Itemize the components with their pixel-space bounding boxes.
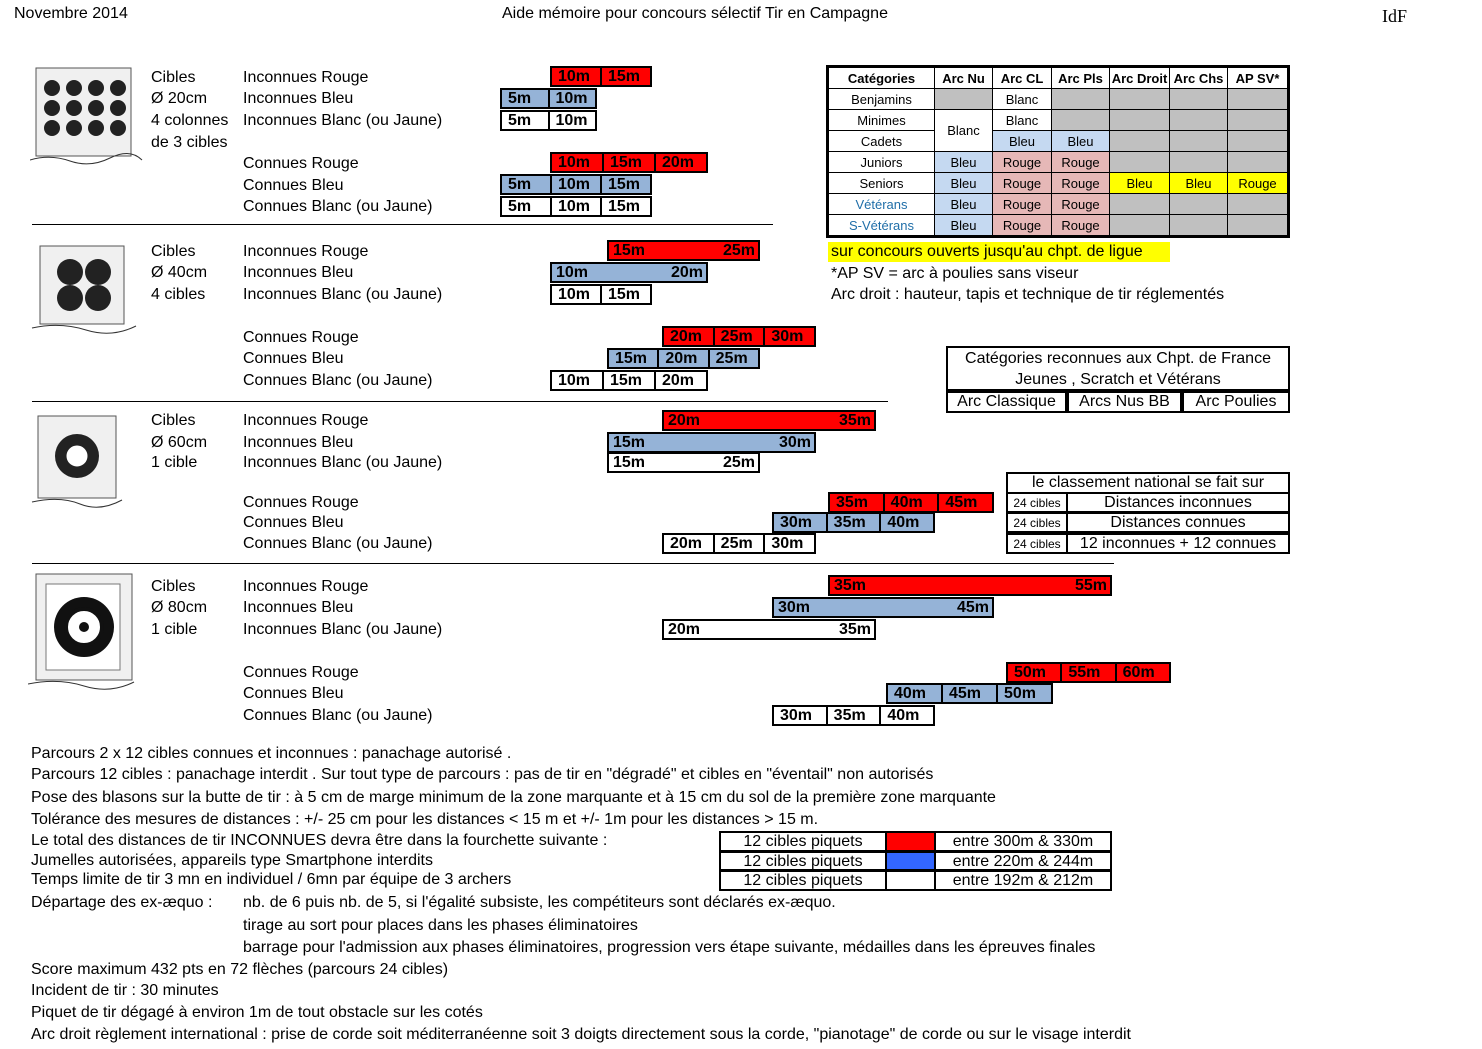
- table-row: Seniors Bleu Rouge Rouge Bleu Bleu Rouge: [828, 173, 1289, 194]
- arc-poulies: Arc Poulies: [1182, 391, 1290, 413]
- totals-range: entre 300m & 330m: [934, 831, 1112, 852]
- s2-bar-connues-blanc: 10m 15m 20m: [550, 370, 708, 391]
- footer-line: Arc droit règlement international : prise de corde soit méditerranéenne soit 3 doigts directement sous la corde, "pianotage" de corde ou sur le visage interdit: [31, 1026, 1131, 1043]
- s4-bar-connues-blanc: 30m 35m 40m: [772, 705, 935, 726]
- divider: [32, 224, 773, 225]
- table-row: Cadets Bleu Bleu: [828, 131, 1289, 152]
- s2-row-0: Inconnues Rouge: [243, 243, 369, 260]
- s3-row-3: Connues Rouge: [243, 494, 359, 511]
- arc-classique: Arc Classique: [946, 391, 1067, 413]
- open-contests-note: sur concours ouverts jusqu'au chpt. de ligue: [828, 242, 1170, 262]
- s2-row-1: Inconnues Bleu: [243, 264, 354, 281]
- s4-bar-inconnues-bleu: 30m 45m: [772, 597, 994, 618]
- org-label: IdF: [1382, 6, 1408, 26]
- target-image-60cm: [30, 410, 125, 508]
- s1-bar-inconnues-bleu: 5m 10m: [500, 88, 597, 109]
- s3-row-2: Inconnues Blanc (ou Jaune): [243, 454, 443, 471]
- totals-color-swatch: [885, 870, 936, 891]
- footer-line: Le total des distances de tir INCONNUES devra être dans la fourchette suivante :: [31, 832, 608, 849]
- section1-label-0: Cibles: [151, 69, 196, 86]
- col-header: Arc Chs: [1170, 67, 1228, 89]
- arc-droit-note: Arc droit : hauteur, tapis et technique de tir réglementés: [831, 286, 1225, 303]
- section2-label-2: 4 cibles: [151, 286, 206, 303]
- s3-bar-inconnues-rouge: 20m 35m: [662, 410, 876, 431]
- s1-bar-connues-rouge: 10m 15m 20m: [550, 152, 708, 173]
- totals-range: entre 220m & 244m: [934, 851, 1112, 871]
- section3-label-1: Ø 60cm: [151, 434, 208, 451]
- table-row: Juniors Bleu Rouge Rouge: [828, 152, 1289, 173]
- table-row: S-Vétérans Bleu Rouge Rouge: [828, 215, 1289, 237]
- table-row: Benjamins Blanc: [828, 89, 1289, 110]
- totals-color-swatch: [885, 851, 936, 871]
- section2-label-0: Cibles: [151, 243, 196, 260]
- s2-bar-inconnues-rouge: 15m 25m: [607, 240, 760, 261]
- s4-bar-inconnues-rouge: 35m 55m: [828, 575, 1112, 596]
- col-header: Arc Droit: [1110, 67, 1170, 89]
- s2-bar-connues-bleu: 15m 20m 25m: [607, 348, 760, 369]
- footer-line: Parcours 2 x 12 cibles connues et inconnues : panachage autorisé .: [31, 745, 512, 762]
- national-desc: 12 inconnues + 12 connues: [1066, 533, 1290, 554]
- s1-bar-inconnues-rouge: 10m 15m: [550, 66, 652, 87]
- col-header: Arc Nu: [935, 67, 993, 89]
- footer-line: Jumelles autorisées, appareils type Smartphone interdits: [31, 852, 433, 869]
- target-image-80cm: [28, 570, 136, 692]
- section3-label-0: Cibles: [151, 412, 196, 429]
- s3-bar-connues-rouge: 35m 40m 45m: [828, 492, 994, 513]
- s3-bar-inconnues-bleu: 15m 30m: [607, 432, 816, 453]
- footer-line: Pose des blasons sur la butte de tir : à 5 cm de marge minimum de la zone marquante et à 15 cm du sol de la première zone marquante: [31, 789, 996, 806]
- france-championships-box: Catégories reconnues aux Chpt. de France Jeunes , Scratch et Vétérans: [946, 346, 1290, 391]
- footer-line: Piquet de tir dégagé à environ 1m de tout obstacle sur les cotés: [31, 1004, 483, 1021]
- section1-label-2: 4 colonnes: [151, 112, 229, 129]
- s4-row-1: Inconnues Bleu: [243, 599, 354, 616]
- s2-row-4: Connues Bleu: [243, 350, 344, 367]
- page-title: Aide mémoire pour concours sélectif Tir en Campagne: [502, 5, 888, 22]
- s3-row-0: Inconnues Rouge: [243, 412, 369, 429]
- s2-row-2: Inconnues Blanc (ou Jaune): [243, 286, 443, 303]
- national-ranking-title: le classement national se fait sur: [1006, 472, 1290, 494]
- footer-line: Parcours 12 cibles : panachage interdit . Sur tout type de parcours : pas de tir en "dégradé" et cibles en "éventail" non autorisés: [31, 766, 934, 783]
- col-header: Arc CL: [993, 67, 1052, 89]
- totals-label: 12 cibles piquets: [719, 870, 887, 891]
- national-count: 24 cibles: [1006, 492, 1068, 513]
- s3-row-1: Inconnues Bleu: [243, 434, 354, 451]
- s4-bar-connues-bleu: 40m 45m 50m: [886, 683, 1053, 704]
- s2-row-5: Connues Blanc (ou Jaune): [243, 372, 433, 389]
- s2-row-3: Connues Rouge: [243, 329, 359, 346]
- s4-row-4: Connues Bleu: [243, 685, 344, 702]
- col-header: Catégories: [828, 67, 935, 89]
- footer-line: Temps limite de tir 3 mn en individuel / 6mn par équipe de 3 archers: [31, 871, 512, 888]
- footer-line: tirage au sort pour places dans les phases éliminatoires: [243, 917, 638, 934]
- national-count: 24 cibles: [1006, 533, 1068, 554]
- section3-label-2: 1 cible: [151, 454, 198, 471]
- s3-bar-connues-bleu: 30m 35m 40m: [772, 512, 935, 533]
- totals-color-swatch: [885, 831, 936, 852]
- footer-line: Incident de tir : 30 minutes: [31, 982, 219, 999]
- national-count: 24 cibles: [1006, 512, 1068, 533]
- s3-bar-connues-blanc: 20m 25m 30m: [662, 533, 816, 554]
- s3-row-5: Connues Blanc (ou Jaune): [243, 535, 433, 552]
- totals-label: 12 cibles piquets: [719, 851, 887, 871]
- s1-bar-inconnues-blanc: 5m 10m: [500, 110, 597, 131]
- target-image-20cm: [30, 66, 145, 168]
- section4-label-1: Ø 80cm: [151, 599, 208, 616]
- col-header: AP SV*: [1228, 67, 1289, 89]
- s2-bar-connues-rouge: 20m 25m 30m: [662, 326, 816, 347]
- s4-bar-connues-rouge: 50m 55m 60m: [1006, 662, 1171, 683]
- national-desc: Distances inconnues: [1066, 492, 1290, 513]
- s3-row-4: Connues Bleu: [243, 514, 344, 531]
- totals-range: entre 192m & 212m: [934, 870, 1112, 891]
- s1-bar-connues-blanc: 5m 10m 15m: [500, 196, 652, 217]
- s1-row-3: Connues Rouge: [243, 155, 359, 172]
- s2-bar-inconnues-blanc: 10m 15m: [550, 284, 652, 305]
- footer-line: nb. de 6 puis nb. de 5, si l'égalité subsiste, les compétiteurs sont déclarés ex-æquo.: [243, 894, 836, 911]
- section4-label-2: 1 cible: [151, 621, 198, 638]
- section1-label-3: de 3 cibles: [151, 134, 228, 151]
- footer-line: Départage des ex-æquo :: [31, 894, 213, 911]
- apsv-note: *AP SV = arc à poulies sans viseur: [831, 265, 1079, 282]
- s1-row-2: Inconnues Blanc (ou Jaune): [243, 112, 443, 129]
- s1-row-4: Connues Bleu: [243, 177, 344, 194]
- target-image-40cm: [30, 240, 138, 336]
- s1-row-5: Connues Blanc (ou Jaune): [243, 198, 433, 215]
- divider: [32, 563, 1114, 564]
- s4-row-2: Inconnues Blanc (ou Jaune): [243, 621, 443, 638]
- national-desc: Distances connues: [1066, 512, 1290, 533]
- s4-row-3: Connues Rouge: [243, 664, 359, 681]
- s3-bar-inconnues-blanc: 15m 25m: [607, 452, 760, 473]
- categories-table: [826, 65, 1290, 238]
- s2-bar-inconnues-bleu: 10m 20m: [550, 262, 708, 283]
- s4-bar-inconnues-blanc: 20m 35m: [662, 619, 876, 640]
- divider: [32, 401, 888, 402]
- section2-label-1: Ø 40cm: [151, 264, 208, 281]
- footer-line: Score maximum 432 pts en 72 flèches (parcours 24 cibles): [31, 961, 449, 978]
- s1-row-0: Inconnues Rouge: [243, 69, 369, 86]
- section4-label-0: Cibles: [151, 578, 196, 595]
- footer-line: Tolérance des mesures de distances : +/- 25 cm pour les distances < 15 m et +/- 1m pour les distances > 15 m.: [31, 811, 819, 828]
- footer-line: barrage pour l'admission aux phases éliminatoires, progression vers étape suivante, médailles dans les épreuves finales: [243, 939, 1096, 956]
- col-header: Arc Pls: [1052, 67, 1110, 89]
- s1-bar-connues-bleu: 5m 10m 15m: [500, 174, 652, 195]
- totals-label: 12 cibles piquets: [719, 831, 887, 852]
- s4-row-0: Inconnues Rouge: [243, 578, 369, 595]
- arcs-nus: Arcs Nus BB: [1067, 391, 1182, 413]
- table-row: Vétérans Bleu Rouge Rouge: [828, 194, 1289, 215]
- s4-row-5: Connues Blanc (ou Jaune): [243, 707, 433, 724]
- table-row: Minimes Blanc Blanc: [828, 110, 1289, 131]
- date: Novembre 2014: [14, 5, 128, 22]
- section1-label-1: Ø 20cm: [151, 90, 208, 107]
- s1-row-1: Inconnues Bleu: [243, 90, 354, 107]
